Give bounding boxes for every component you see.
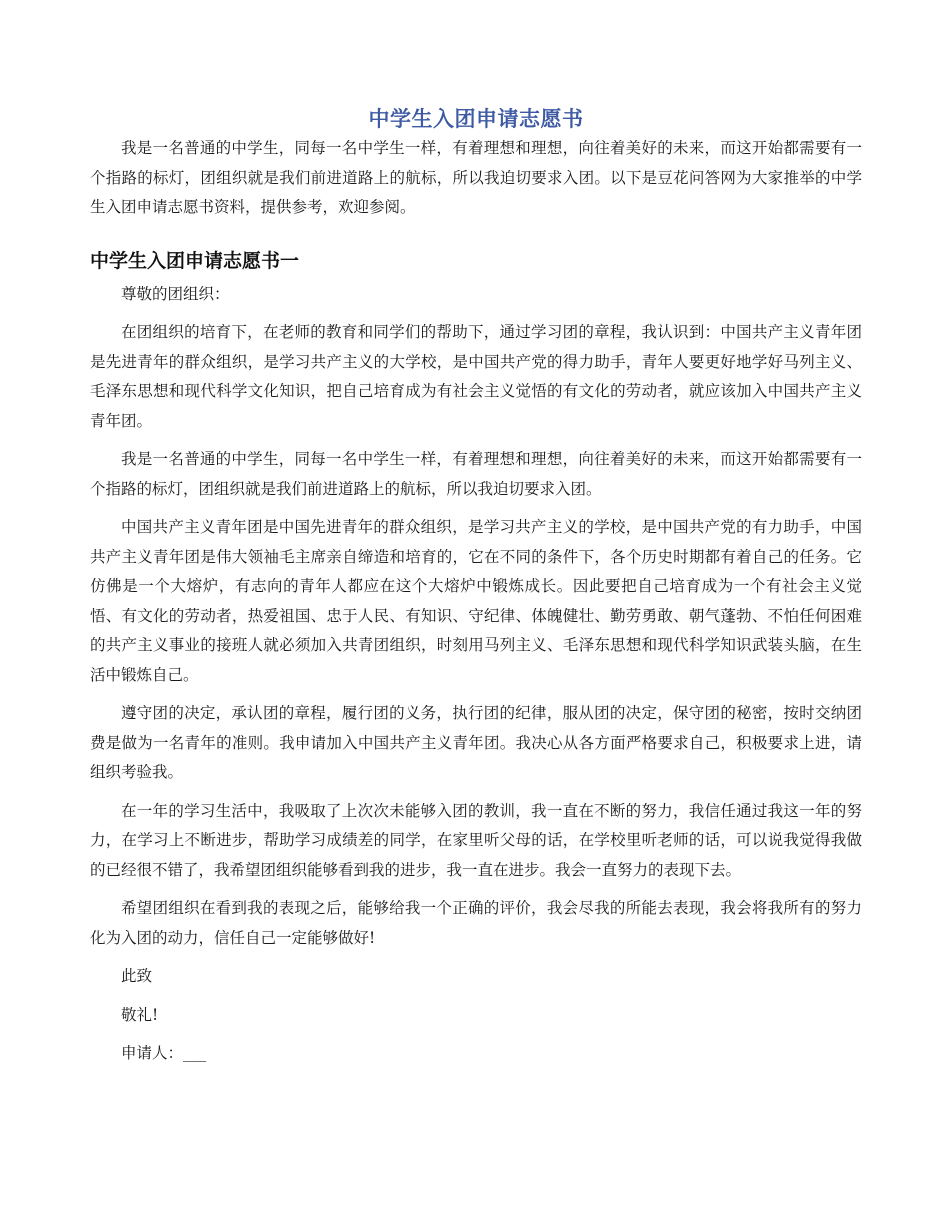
body-paragraph-3: 中国共产主义青年团是中国先进青年的群众组织，是学习共产主义的学校，是中国共产党的有力助手，中国共产主义青年团是伟大领袖毛主席亲自缔造和培育的，它在不同的条件下，各个历史时期都有着自己的任务。它仿佛是一个大熔炉，有志向的青年人都应在这个大熔炉中锻炼成长。因此要把自己培育成为一个有社会主义觉悟、有文化的劳动者，热爱祖国、忠于人民、有知识、守纪律、体魄健壮、勤劳勇敢、朝气蓬勃、不怕任何困难的共产主义事业的接班人就必须加入共青团组织，时刻用马列主义、毛泽东思想和现代科学知识武装头脑，在生活中锻炼自己。 bbox=[90, 518, 862, 684]
body-paragraph-2: 我是一名普通的中学生，同每一名中学生一样，有着理想和理想，向往着美好的未来，而这开始都需要有一个指路的标灯，团组织就是我们前进道路上的航标，所以我迫切要求入团。 bbox=[90, 450, 862, 498]
section-heading: 中学生入团申请志愿书一 bbox=[90, 249, 300, 272]
body-paragraph-5: 在一年的学习生活中，我吸取了上次次未能够入团的教训，我一直在不断的努力，我信任通过我这一年的努力，在学习上不断进步，帮助学习成绩差的同学，在家里听父母的话，在学校里听老师的话，可以说我觉得我做的已经很不错了，我希望团组织能够看到我的进步，我一直在进步。我会一直努力的表现下去。 bbox=[90, 801, 862, 879]
body-paragraph-1: 在团组织的培育下，在老师的教育和同学们的帮助下，通过学习团的章程，我认识到：中国共产主义青年团是先进青年的群众组织，是学习共产主义的大学校，是中国共产党的得力助手，青年人要更好地学好马列主义、毛泽东思想和现代科学文化知识，把自己培育成为有社会主义觉悟的有文化的劳动者，就应该加入中国共产主义青年团。 bbox=[90, 323, 862, 430]
body-paragraph-6: 希望团组织在看到我的表现之后，能够给我一个正确的评价，我会尽我的所能去表现，我会将我所有的努力化为入团的动力，信任自己一定能够做好! bbox=[90, 899, 862, 947]
intro-paragraph: 我是一名普通的中学生，同每一名中学生一样，有着理想和理想，向往着美好的未来，而这开始都需要有一个指路的标灯，团组织就是我们前进道路上的航标，所以我迫切要求入团。以下是豆花问答网为大家推举的中学生入团申请志愿书资料，提供参考，欢迎参阅。 bbox=[90, 139, 862, 216]
document-title: 中学生入团申请志愿书 bbox=[368, 106, 584, 131]
body-paragraph-4: 遵守团的决定，承认团的章程，履行团的义务，执行团的纪律，服从团的决定，保守团的秘密，按时交纳团费是做为一名青年的准则。我申请加入中国共产主义青年团。我决心从各方面严格要求自己，积极要求上进，请组织考验我。 bbox=[90, 704, 862, 781]
salutation: 尊敬的团组织： bbox=[121, 284, 230, 303]
applicant-signature: 申请人：___ bbox=[121, 1044, 207, 1062]
document-page bbox=[90, 104, 862, 1069]
regards-line: 敬礼! bbox=[121, 1005, 159, 1024]
closing-line: 此致 bbox=[121, 967, 153, 985]
